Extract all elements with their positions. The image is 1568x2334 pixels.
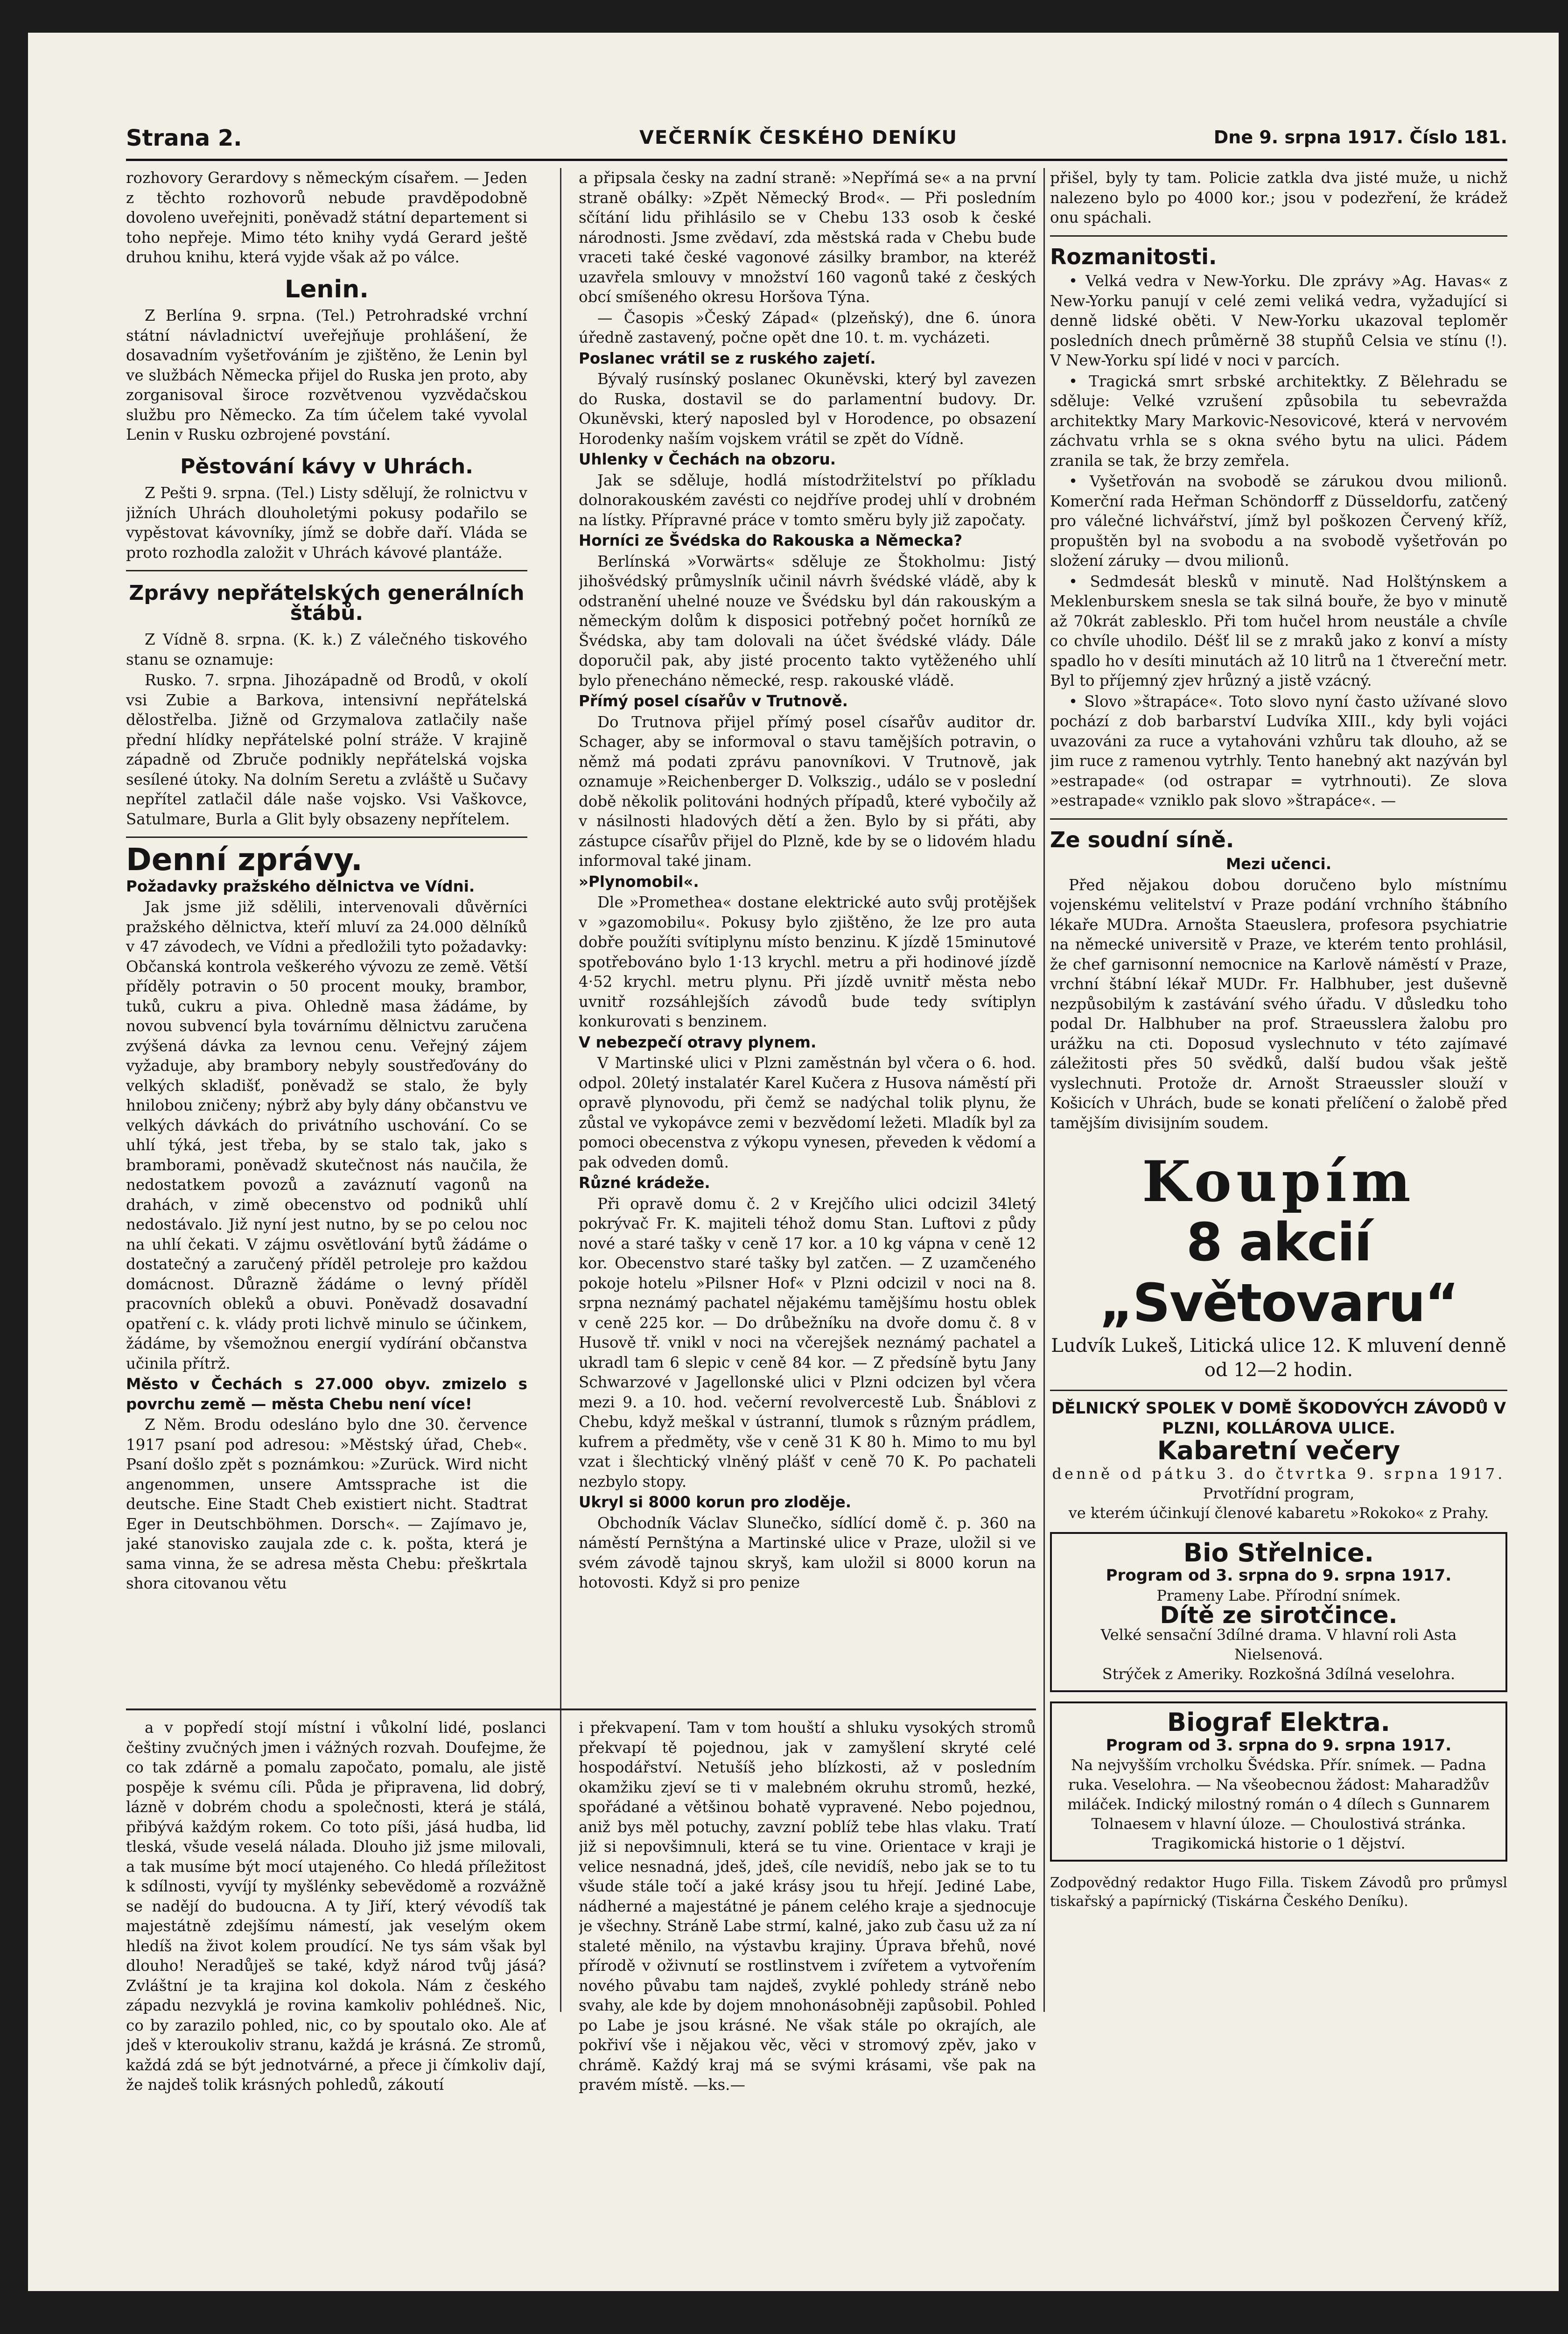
ad-kabaret-title: Kabaretní večery <box>1157 1436 1400 1465</box>
feuilleton-left-text: a v popředí stojí místní i vůkolní lidé, poslanci češtiny zvučných jmen i vážných rozvah. Doufejme, že co tak zdárně a pomalu započato, pomalu, ale jistě pospěje k svému cíli. Půda je připravena, lid dobrý, lázně v dobrém chodu a společnosti, která je stálá, přibývá každým rokem. Co toto píši, jásá hudba, lid tleská, všude veselá nálada. Dlouho již jsme milovali, a tak musíme být mocí utajeného. Co hledá příležitost k sdílnosti, vyvíjí ty myšlénky sebevědomě a rozvážně se nadějí do budoucna. A ty Jiří, který vévodíš tak majestátně zdejšímu námestí, jak veselým okem hledíš na život kolem proudící. Ne tys sám však byl dlouho! Neradůješ se také, když národ tvůj jásá? Zvláštní je ta krajina kol dokola. Nám z českého západu nezvyklá je rovina kamkoliv pohlédneš. Nic, co by zarazilo pohled, nic, co by spoutalo oko. Ale ať jdeš v kteroukoliv stranu, každá je krásná. Ze stromů, každá zdá se být jednotvárné, a přece ji čímkoliv dají, že najdeš tolik krásných pohledů, zákoutí <box>126 1719 546 2094</box>
ad-bio1-comedy: Strýček z Ameriky. Rozkošná 3dílná veselohra. <box>1102 1665 1456 1683</box>
subhead-nebezpeci: V nebezpečí otravy plynem. <box>579 1033 817 1051</box>
article-soud: Před nějakou dobou doručeno bylo místnímu vojenskému velitelství v Praze podání vrchního štábního lékaře MUDra. Arnošta Staeuslera, profesora psychiatrie na německé universitě v Praze, ve kterém tento prohlásil, že chef garnisonní nemocnice na Karlově náměstí v Praze, vrchní štábní lékař MUDr. Fr. Halbhuber, jest duševně nezpůsobilým k zastávání svého úřadu. V důsledku toho podal Dr. Halbhuber na prof. Straeusslera žalobu pro urážku na cti. Doposud vyslechnuto v této zajímavé záležitosti přes 50 svědků, další budou však ještě vyslechnuti. Protože dr. Arnošt Straeussler slouží v Košicích v Uhrách, bude se konati přelíčení o žalobě před tamějším divisijním soudem. <box>1050 876 1507 1132</box>
article-cheb: Z Něm. Brodu odesláno bylo dne 30. července 1917 psaní pod adresou: »Městský úřad, Cheb«. Psaní došlo zpět s poznámkou: »Zurück. Wird nicht angenommen, unsere Amtssprache ist die deutsche. Eine Stadt Cheb existiert nicht. Stadtrat Eger in Deutschböhmen. Dorsch«. — Zajímavo je, jaké stanovisko zaujala zde c. k. pošta, která je sama vinna, že se adresa města Chebu: přeškrtala shora citovanou větu <box>126 1416 527 1592</box>
feuilleton-rule <box>126 1708 1036 1710</box>
scan-border-left <box>0 0 28 2334</box>
newspaper-title: VEČERNÍK ČESKÉHO DENÍKU <box>639 127 958 148</box>
column-divider-1 <box>560 168 561 2012</box>
ad-bio-strelnice <box>1050 1532 1507 1693</box>
ad-bio1-title: Bio Střelnice. <box>1183 1538 1374 1568</box>
page-number: Strana 2. <box>126 125 242 151</box>
subhead-plynomobil: »Plynomobil«. <box>579 872 699 891</box>
item-vedra: • Velká vedra v New-Yorku. Dle zprávy »Ag. Havas« z New-Yorku panují v celé zemi veliká vedra, vyžadující si denně lidské oběti. V New-Yorku ukazoval teploměr posledních dnech průměrně 38 stupňů Celsia ve stínu (!). V New-Yorku spí lidé v noci v parcích. <box>1050 272 1507 369</box>
ad-koupim-title: Koupím <box>1142 1149 1415 1215</box>
item-strapace: • Slovo »štrapáce«. Toto slovo nyní často užívané slovo pochází z dob barbarství Ludvíka XIII., kdy byli vojáci uvazováni za ruce a vytahováni vzhůru tak dlouho, až se jim ruce z ramenou vytrhly. Tento hanebný akt nazýván byl »estrapade« (od ostrapar = vytrhnouti). Ze slova »estrapade« vzniklo pak slovo »štrapáce«. — <box>1050 692 1507 809</box>
section-rule <box>126 570 527 571</box>
article-poslanec: Bývalý rusínský poslanec Okuněvski, který byl zavezen do Ruska, dostavil se do parlamentní budovy. Dr. Okuněvski, který naposled byl v Horodence, po obsazení Horodenky naším vojskem vrátil se zpět do Vídně. <box>579 370 1036 448</box>
ad-koupim <box>1050 1149 1507 1382</box>
subhead-mezi-ucenci: Mezi učenci. <box>1225 855 1332 873</box>
article-kava: Z Pešti 9. srpna. (Tel.) Listy sdělují, že rolnictvu v jižních Uhrách dlouholetými pokusy podařilo se vypěstovat kávovníky, jímž se dobře daří. Vláda se proto rozhodla založit v Uhrách kávové plantáže. <box>126 484 527 562</box>
article-uhlenky: Jak se sděluje, hodlá místodržitelství po příkladu dolnorakouském zavésti co nejdříve prodej uhlí v drobném na lístky. Přípravné práce v tomto směru byly již započaty. <box>579 471 1036 529</box>
item-blesky: • Sedmdesát blesků v minutě. Nad Holštýnskem a Meklenburskem snesla se tak silná bouře, že byo v minutě až 70krát zablesklo. Při tom hučel hrom neustále a chvíle co chvíle uhodilo. Déšť lil se z mraků jako z konví a místy spadlo ho v desíti minutách až 10 litrů na 1 čtvereční metr. Byl to příjemný zjev hrůzný a jistě vzácný. <box>1050 572 1507 689</box>
subhead-cheb: Město v Čechách s 27.000 obyv. zmizelo s povrchu země — města Chebu není více! <box>126 1375 527 1413</box>
scan-border-top <box>0 0 1568 33</box>
article-zpravy-body: Rusko. 7. srpna. Jihozápadně od Brodů, v okolí vsi Zubie a Barkova, intensivní nepřátelská dělostřelba. Jižně od Grzymalova zatlačily naše přední hlídky nepřátelské polní stráže. V krajině západně od Zbruče podnikly nepřátelská vojska sesílené útoky. Na dolním Seretu a zvláště u Sučavy nepřítel zatlačil dále naše vojsko. Vsi Vaškovce, Satulmare, Burla a Glit byly obsazeny nepřítelem. <box>126 671 527 828</box>
column-1 <box>126 168 527 1704</box>
feuilleton-right-text: i překvapení. Tam v tom houští a shluku vysokých stromů překvapí tě pojednou, jak v zamyšlení skryté celé hospodářství. Netušíš jeho blízkosti, až v posledním okamžiku zjeví se ti v malebném okruhu stromů, hezké, spořádané a většinou bohatě vypravené. Nebo pojednou, aniž bys měl potuchy, zavzní poblíž tebe hlas vlaku. Tratí již si nepovšimnuli, která se tu vine. Orientace v kraji je velice nesnadná, jdeš, jdeš, cíle nevidíš, nebo jak se to tu všude stále točí a jaké krásy jsou tu hřejí. Jediné Labe, nádherné a majestátné je pánem celého kraje a sjednocuje je všechny. Stráně Labe strmí, kalné, jako zub času už za ní staleté měnilo, na výstavbu krajiny. Úprava břehů, nové přírodě v oživnutí se rostlinstvem i zvířetem a vytvořením nového půvabu tam najdeš, zvyklé pohledy stráně nebo svahy, ale kde by dojem mnohonásobněji zapůsobil. Pohled po Labe je jsou krásné. Ne však stále po okrajích, ale pokřiví vše i nějakou věc, věci v stromový zpěv, jako v chrámě. Každý kraj má se svými krásami, vše pak na pravém místě. —ks.— <box>579 1719 1036 2094</box>
article-zpravy-intro: Z Vídně 8. srpna. (K. k.) Z válečného tiskového stanu se oznamuje: <box>126 631 527 668</box>
headline-soud: Ze soudní síně. <box>1050 827 1234 852</box>
headline-kava: Pěstování kávy v Uhrách. <box>180 454 473 478</box>
column-3 <box>1050 168 1507 2129</box>
ad-koupim-akcii: 8 akcií „Světovaru“ <box>1099 1212 1458 1334</box>
ad-kabaret-program: Prvotřídní program, <box>1203 1484 1355 1502</box>
article-continuation: rozhovory Gerardovy s německým císařem. — Jeden z těchto rozhovorů nebude pravděpodobně dovoleno uveřejniti, poněvadž státní departement si toho nepřeje. Mimo této knihy vydá Gerard ještě druhou knihu, která vyjde však až po válce. <box>126 169 527 266</box>
ad-bio2-title: Biograf Elektra. <box>1167 1708 1391 1737</box>
item-tragicka: • Tragická smrt srbské architektky. Z Bělehradu se sděluje: Velké vzrušení způsobila tu sebevražda architektky Mary Markovic-Nesovicové, která v nervovém záchvatu vrhla se s okna svého bytu na ulici. Pádem zranila se tak, že brzy zemřela. <box>1050 372 1507 470</box>
issue-date: Dne 9. srpna 1917. Číslo 181. <box>1213 127 1507 148</box>
subhead-poslanec: Poslanec vrátil se z ruského zajetí. <box>579 349 876 367</box>
article-pozadavky: Jak jsme již sdělili, intervenovali důvěrníci pražského dělnictva, kteří mluví za 24.000 dělníků v 47 závodech, ve Vídni a předložili tyto požadavky: Občanská kontrola veškerého vývozu ze země. Větší příděly potravin o 50 procent mouky, brambor, tuků, cukru a piva. Ohledně masa žádáme, by novou subvencí byla továrnímu dělnictvu zaručena zvýšená dávka za levnou cenu. Veřejný zájem vyžaduje, aby brambory nebyly soustřeďovány do velkých skladišť, poněvadž se stalo, že byly hnilobou zničeny; nýbrž aby byly dány občanstvu ve velkých dávkách do privátního uschování. Co se uhlí týká, jest třeba, by se stalo tak, jako s bramborami, poněvadž skutečnost nás naučila, že nedostatkem povozů a zaváznutí vagonů na drahách, v zimě obecenstvo od podniků uhlí nedostávalo. Již nyní jest nutno, by se po celou noc na uhlí čekati. V zájmu osvětlování bytů žádáme o dostatečný a zaručený příděl petroleje pro každou domácnost. Důrazně žádáme o levný příděl pracovních obleků a obuvi. Poněvadž dosavadní opatření c. k. vlády proti lichvě minulo se účinkem, žádáme, by všemožnou energií vydírání občanstva učinila přítrž. <box>126 898 527 1372</box>
ad-kabaret-dates: denně od pátku 3. do čtvrtka 9. srpna 1917. <box>1052 1464 1505 1483</box>
headline-rozmanitosti: Rozmanitosti. <box>1050 244 1217 269</box>
subhead-ukryl: Ukryl si 8000 korun pro zloděje. <box>579 1493 852 1511</box>
ad-bio2-body: Na nejvyšším vrcholku Švédska. Přír. snímek. — Padna ruka. Veselohra. — Na všeobecnou žádost: Maharadžův miláček. Indický milostný román o 4 dílech s Gunnarem Tolnaesem v hlavní úloze. — Choulostivá stránka. Tragikomická historie o 1 dějství. <box>1067 1756 1490 1852</box>
ad-kabaret <box>1050 1399 1507 1523</box>
section-rule <box>1050 235 1507 237</box>
ad-bio1-program: Program od 3. srpna do 9. srpna 1917. <box>1106 1566 1452 1585</box>
ad-bio2-program: Program od 3. srpna do 9. srpna 1917. <box>1106 1736 1452 1755</box>
article-nebezpeci: V Martinské ulici v Plzni zaměstnán byl včera o 6. hod. odpol. 20letý instalatér Karel Kučera z Husova náměstí při opravě plynovodu, při čemž se nadýchal tolik plynu, že zůstal ve vykopávce zemi v bezvědomí ležeti. Mladík byl za pomoci obecenstva z výkopu vynesen, převeden k vědomí a pak odveden domů. <box>579 1054 1036 1171</box>
section-rule <box>1050 818 1507 820</box>
subhead-hornici: Horníci ze Švédska do Rakouska a Německa? <box>579 532 963 549</box>
ad-koupim-contact: Ludvík Lukeš, Litická ulice 12. K mluvení denně od 12—2 hodin. <box>1051 1335 1506 1381</box>
section-rule <box>126 837 527 838</box>
subhead-uhlenky: Uhlenky v Čechách na obzoru. <box>579 450 836 468</box>
article-casopis: — Časopis »Český Západ« (plzeňský), dne 6. února úředně zastavený, počne opět dne 10. t. m. vycházeti. <box>579 309 1036 346</box>
column-2 <box>579 168 1036 1704</box>
header-rule <box>126 159 1507 161</box>
masthead <box>126 125 1507 158</box>
ad-biograf-elektra <box>1050 1701 1507 1862</box>
column-divider-2 <box>1043 168 1045 2012</box>
article-lenin: Z Berlína 9. srpna. (Tel.) Petrohradské vrchní státní návladnictví uveřejňuje prohlášení, že dosavadním vyšetřováním je zjištěno, že Lenin byl ve službách Německa přijel do Ruska jen proto, aby zorganisoval široce rozvětvenou vyzvědačskou službu pro Německo. Za tím účelem také vyvolal Lenin v Rusku ozbrojené povstání. <box>126 307 527 443</box>
headline-zpravy: Zprávy nepřátelských generálních štábů. <box>129 581 525 625</box>
headline-lenin: Lenin. <box>284 275 369 303</box>
article-posel: Do Trutnova přijel přímý posel císařův auditor dr. Schager, aby se informoval o stavu tamějších potravin, o němž má podati zprávu panovníkovi. V Trutnově, jak oznamuje »Reichenberger D. Volkszig., událo se v poslední době několik politováni hodných případů, které vybočily až v násilnosti hladových dětí a žen. Bylo by si přáti, aby zástupce císařův přijel do Plzně, kde by se o lidovém hladu informoval také jinam. <box>579 713 1036 870</box>
ad-bio1-film: Dítě ze sirotčince. <box>1160 1601 1398 1629</box>
section-rule <box>1050 1390 1507 1391</box>
subhead-posel: Přímý posel císařův v Trutnově. <box>579 692 848 710</box>
subhead-kradeze: Různé krádeže. <box>579 1174 710 1192</box>
ad-spolek: DĚLNICKÝ SPOLEK V DOMĚ ŠKODOVÝCH ZÁVODŮ V PLZNI, KOLLÁROVA ULICE. <box>1051 1399 1506 1438</box>
article-kradeze: Při opravě domu č. 2 v Krejčího ulici odcizil 34letý pokrývač Fr. K. majiteli téhož domu Stan. Luftovi z půdy nové a staré tašky v ceně 17 kor. a 10 kg vápna v ceně 12 kor. Obecenstvo staré tašky byl zatčen. — Z uzamčeného pokoje hotelu »Pilsner Hof« v Plzni odcizil v noci na 8. srpna neznámý pachatel nějakému tamějšímu hostu oblek v ceně 225 kor. — Do drůbežníku na dvoře domu č. 8 v Husově tř. vnikl v noci na včerejšek neznámý pachatel a ukradl tam 6 slepic v ceně 84 kor. — Z předsíně bytu Jany Schwarzové v Jagellonské ulici v Plzni odcizen byl včera mezi 9. a 10. hod. večerní revolvercestě Lub. Šnáblovi z Chebu, když meškal v ústranní, tlumok s různým prádlem, kufrem a předměty, vše v ceně 31 K 80 h. Mimo to mu byl vzat i šlechtický vlněný plášť v ceně 70 K. Po pachateli nezbylo stopy. <box>579 1195 1036 1490</box>
article-cheb-continued: a připsala česky na zadní straně: »Nepřímá se« a na první straně obálky: »Zpět Německý Brod«. — Při posledním sčítání lidu přihlásilo se v Chebu 133 osob k české národnosti. Jsme zvědaví, zda městská rada v Chebu bude vraceti také české vagonové zásilky brambor, na kteréž uzavřela smlouvy v množství 160 vagonů také z českých obcí smíšeného okresu Horšova Týna. <box>579 169 1036 306</box>
subhead-pozadavky: Požadavky pražského dělnictva ve Vídni. <box>126 877 475 895</box>
ad-bio1-desc: Velké sensační 3dílné drama. V hlavní roli Asta Nielsenová. <box>1100 1626 1457 1663</box>
article-ukryl-continued: přišel, byly ty tam. Policie zatkla dva jisté muže, u nichž nalezeno bylo po 4000 kor.; jsou v podezření, že krádež onu spáchali. <box>1050 169 1507 226</box>
scan-border-bottom <box>0 2291 1568 2334</box>
ad-kabaret-cast: ve kterém účinkují členové kabaretu »Rokoko« z Prahy. <box>1068 1504 1489 1522</box>
article-plynomobil: Dle »Prometheа« dostane elektrické auto svůj protějšek v »gazomobilu«. Pokusy bylo zjištěno, že lze pro auta dobře použíti svítiplynu místo benzinu. K jízdě 15minutové spotřebováno bylo 1·13 krychl. metru a při hodinové jízdě 4·52 krychl. metru plynu. Při jízdě uvnitř města nebo uvnitř rozsáhlejších závodů bude tedy svítiplyn konkurovati s benzinem. <box>579 893 1036 1030</box>
scan-border-right <box>1559 0 1568 2334</box>
imprint: Zodpovědný redaktor Hugo Filla. Tiskem Závodů pro průmysl tiskařský a papírnický (Tiskárna Českého Deníku). <box>1050 1875 1507 1910</box>
ad-bio1-line1: Prameny Labe. Přírodní snímek. <box>1156 1586 1401 1604</box>
article-hornici: Berlínská »Vorwärts« sděluje ze Štokholmu: Jistý jihošvédský průmyslník učinil návrh švédské vládě, aby k odstranění uhelné nouze ve Švédsku byl dán rakouským a německým dolům k disposici potřebný počet horníků ze Švédska, aby tam dolovali na účet švédské vlády. Dále doporučil pak, aby jisté procento takto vytěženého uhlí bylo přenecháno německé, resp. rakouské vládě. <box>579 552 1036 689</box>
feuilleton-right <box>579 1718 1036 2138</box>
feuilleton-left <box>126 1718 546 2138</box>
item-vysetrovan: • Vyšetřován na svobodě se zárukou dvou milionů. Komerční rada Heřman Schöndorff z Düsseldorfu, zatčený pro válečné lichvářství, jímž byl poškozen Červený kříž, propuštěn byl na svobodu a na svobodě vyšetřován po složení záruky — dvou milionů. <box>1050 472 1507 569</box>
article-ukryl: Obchodník Václav Slunečko, sídlící domě č. p. 360 na náměstí Pernštýna a Martinské ulice v Praze, uložil si ve svém závodě tajnou skryš, kam uložil si 8000 korun na hotovosti. Když si pro penize <box>579 1514 1036 1591</box>
headline-denni-zpravy: Denní zprávy. <box>126 842 363 878</box>
